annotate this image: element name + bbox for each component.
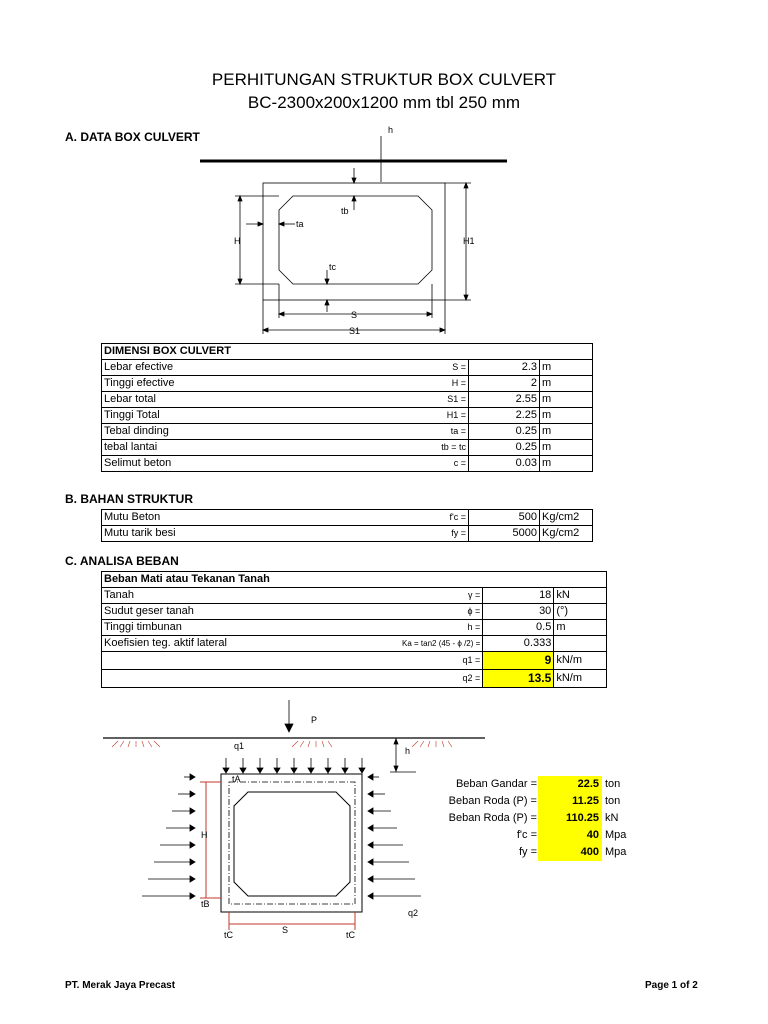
section-a-heading: A. DATA BOX CULVERT (65, 130, 200, 144)
label-P: P (311, 715, 318, 725)
table-row: Tebal dinding ta = 0.25 m (102, 424, 593, 440)
label-H2: H (201, 830, 208, 840)
table-row: Lebar efective S = 2.3 m (102, 360, 593, 376)
footer-page: Page 1 of 2 (645, 980, 698, 991)
table-row: Mutu tarik besi fy = 5000 Kg/cm2 (102, 526, 593, 542)
label-ta: ta (296, 219, 304, 229)
title-line-1: PERHITUNGAN STRUKTUR BOX CULVERT (211, 70, 557, 89)
table-row: Tanah γ = 18 kN (102, 588, 607, 604)
label-h: h (388, 125, 394, 135)
culvert-box-2 (221, 774, 362, 912)
table-row: Lebar total S1 = 2.55 m (102, 392, 593, 408)
bahan-table (101, 509, 593, 542)
label-H1: H1 (463, 236, 475, 246)
table-row: Selimut beton c = 0.03 m (102, 456, 593, 472)
table-row: Tinggi efective H = 2 m (102, 376, 593, 392)
section-c-heading: C. ANALISA BEBAN (65, 554, 179, 568)
dimensi-table (101, 343, 593, 472)
table-row: Sudut geser tanah ϕ = 30 (°) (102, 604, 607, 620)
q2-value: 13.5 (483, 670, 554, 688)
label-h2: h (405, 746, 411, 756)
label-tA: tA (232, 774, 241, 784)
label-tB: tB (201, 899, 210, 909)
lateral-left-arrows (142, 774, 195, 899)
q1-arrows (223, 758, 365, 773)
table-row: Tinggi Total H1 = 2.25 m (102, 408, 593, 424)
beban-table (101, 571, 607, 688)
label-S: S (351, 310, 358, 320)
label-H: H (234, 236, 241, 246)
label-tC-right: tC (346, 930, 355, 940)
table-row: q1 = 9 kN/m (102, 652, 607, 670)
label-tc: tc (329, 262, 337, 272)
label-tb: tb (341, 206, 349, 216)
table-row: Koefisien teg. aktif lateral Ka = tan2 (45 - ϕ /2) = 0.333 (102, 636, 607, 652)
label-S1: S1 (349, 326, 361, 336)
dimensi-header: DIMENSI BOX CULVERT (102, 344, 593, 360)
table-row: tebal lantai tb = tc 0.25 m (102, 440, 593, 456)
label-q1: q1 (234, 741, 245, 751)
title-line-2: BC-2300x200x1200 mm tbl 250 mm (247, 93, 521, 112)
section-b-heading: B. BAHAN STRUKTUR (65, 492, 193, 506)
centerline (229, 782, 355, 904)
red-dimensions (200, 782, 355, 930)
table-row: Mutu Beton f'c = 500 Kg/cm2 (102, 510, 593, 526)
soil-hatching (112, 741, 452, 747)
table-row: q2 = 13.5 kN/m (102, 670, 607, 688)
label-tC-left: tC (224, 930, 233, 940)
q1-value: 9 (483, 652, 554, 670)
inner-opening (279, 196, 432, 284)
footer-company: PT. Merak Jaya Precast (65, 980, 176, 991)
label-q2: q2 (408, 908, 419, 918)
beban-header: Beban Mati atau Tekanan Tanah (102, 572, 607, 588)
table-row: Tinggi timbunan h = 0.5 m (102, 620, 607, 636)
label-S2: S (282, 925, 289, 935)
